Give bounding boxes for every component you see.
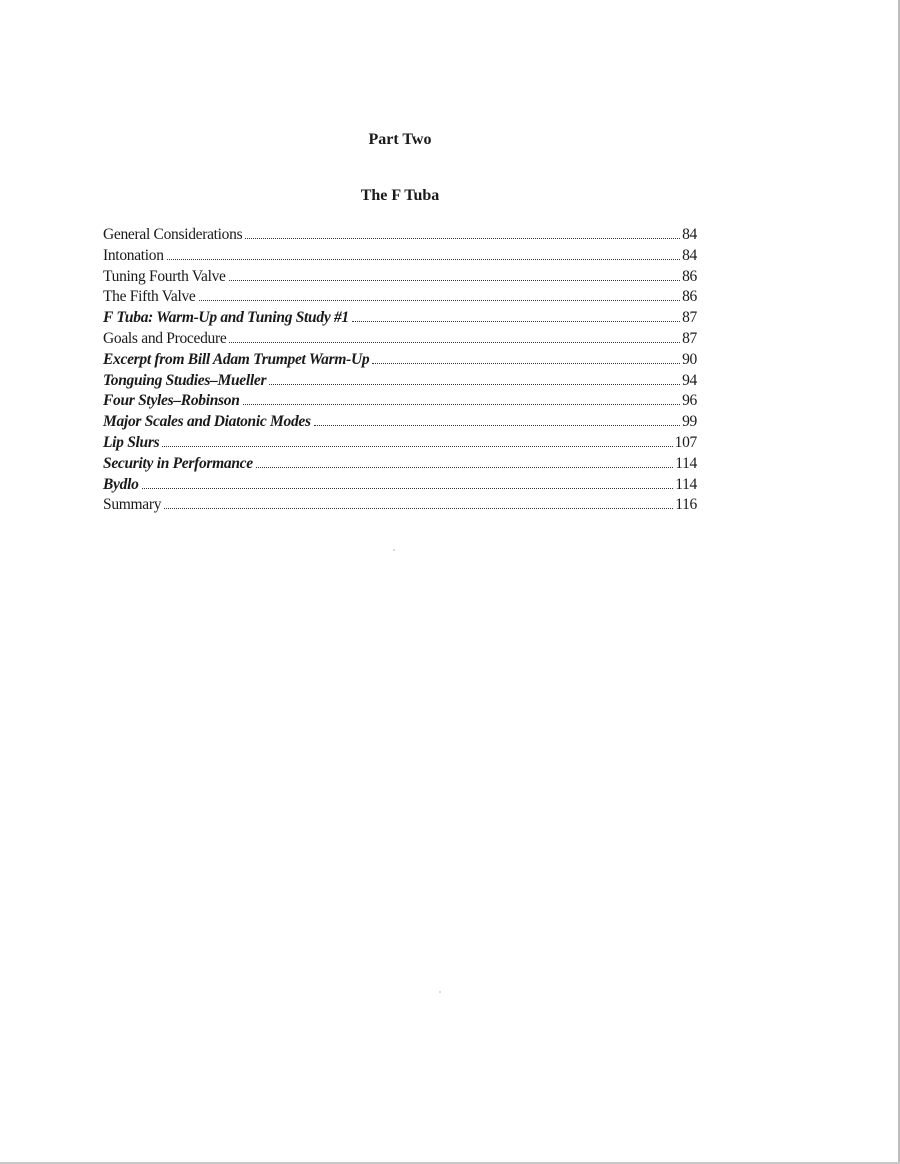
toc-dot-leader <box>245 238 680 239</box>
toc-entry-page: 90 <box>682 350 697 368</box>
toc-dot-leader <box>372 363 680 364</box>
toc-entry-title: Intonation <box>103 246 164 264</box>
toc-entry <box>103 454 697 475</box>
toc-entry-title: Goals and Procedure <box>103 329 227 347</box>
toc-dot-leader <box>229 280 680 281</box>
toc-entry-title: Excerpt from Bill Adam Trumpet Warm-Up <box>103 350 370 368</box>
toc-entry <box>103 246 697 267</box>
toc-entry-title: Summary <box>103 496 162 514</box>
toc-entry <box>103 308 697 329</box>
toc-entry-page: 84 <box>682 226 697 243</box>
toc-entry-page: 86 <box>682 288 697 306</box>
toc-dot-leader <box>243 404 681 405</box>
toc-entry-page: 87 <box>682 329 697 347</box>
toc-entry-title: Tonguing Studies–Mueller <box>103 371 267 389</box>
toc-entry <box>103 371 697 392</box>
toc-entry-page: 94 <box>682 371 697 389</box>
toc-entry-page: 84 <box>682 246 697 264</box>
toc-entry-title: Security in Performance <box>103 454 253 472</box>
toc-entry <box>103 412 697 433</box>
toc-entry <box>103 495 697 516</box>
toc-entry-title: Bydlo <box>103 475 139 493</box>
toc-entry-page: 107 <box>674 433 697 451</box>
scan-speck <box>439 991 441 993</box>
toc-entry-page: 116 <box>675 496 697 514</box>
toc-entry-page: 99 <box>682 413 697 431</box>
toc-entry <box>103 287 697 308</box>
toc-dot-leader <box>229 342 680 343</box>
toc-entry-title: Lip Slurs <box>103 433 160 451</box>
toc-entry-title: F Tuba: Warm-Up and Tuning Study #1 <box>103 309 349 327</box>
section-heading: The F Tuba <box>360 187 440 204</box>
toc-entry-page: 114 <box>675 475 697 493</box>
toc-entry-page: 114 <box>675 454 697 472</box>
toc-entry <box>103 475 697 496</box>
toc-entry-title: Four Styles–Robinson <box>103 392 240 410</box>
toc-dot-leader <box>142 488 674 489</box>
toc-dot-leader <box>256 467 673 468</box>
toc-entry <box>103 391 697 412</box>
toc-entry-page: 87 <box>682 309 697 327</box>
toc-dot-leader <box>352 321 680 322</box>
toc-entry-page: 86 <box>682 267 697 285</box>
toc-entry-title: The Fifth Valve <box>103 288 196 306</box>
part-heading: Part Two <box>368 131 432 148</box>
toc-entry <box>103 267 697 288</box>
toc-entry <box>103 329 697 350</box>
table-of-contents <box>103 225 697 516</box>
toc-dot-leader <box>314 425 680 426</box>
toc-entry-page: 96 <box>682 392 697 410</box>
toc-dot-leader <box>162 446 672 447</box>
toc-dot-leader <box>269 384 680 385</box>
scan-speck <box>393 549 395 551</box>
toc-entry <box>103 225 697 246</box>
toc-dot-leader <box>164 508 673 509</box>
toc-dot-leader <box>167 259 680 260</box>
toc-entry-title: Major Scales and Diatonic Modes <box>103 413 311 431</box>
toc-entry-title: General Considerations <box>103 226 243 243</box>
toc-dot-leader <box>199 300 681 301</box>
toc-entry <box>103 350 697 371</box>
toc-entry <box>103 433 697 454</box>
toc-entry-title: Tuning Fourth Valve <box>103 267 226 285</box>
